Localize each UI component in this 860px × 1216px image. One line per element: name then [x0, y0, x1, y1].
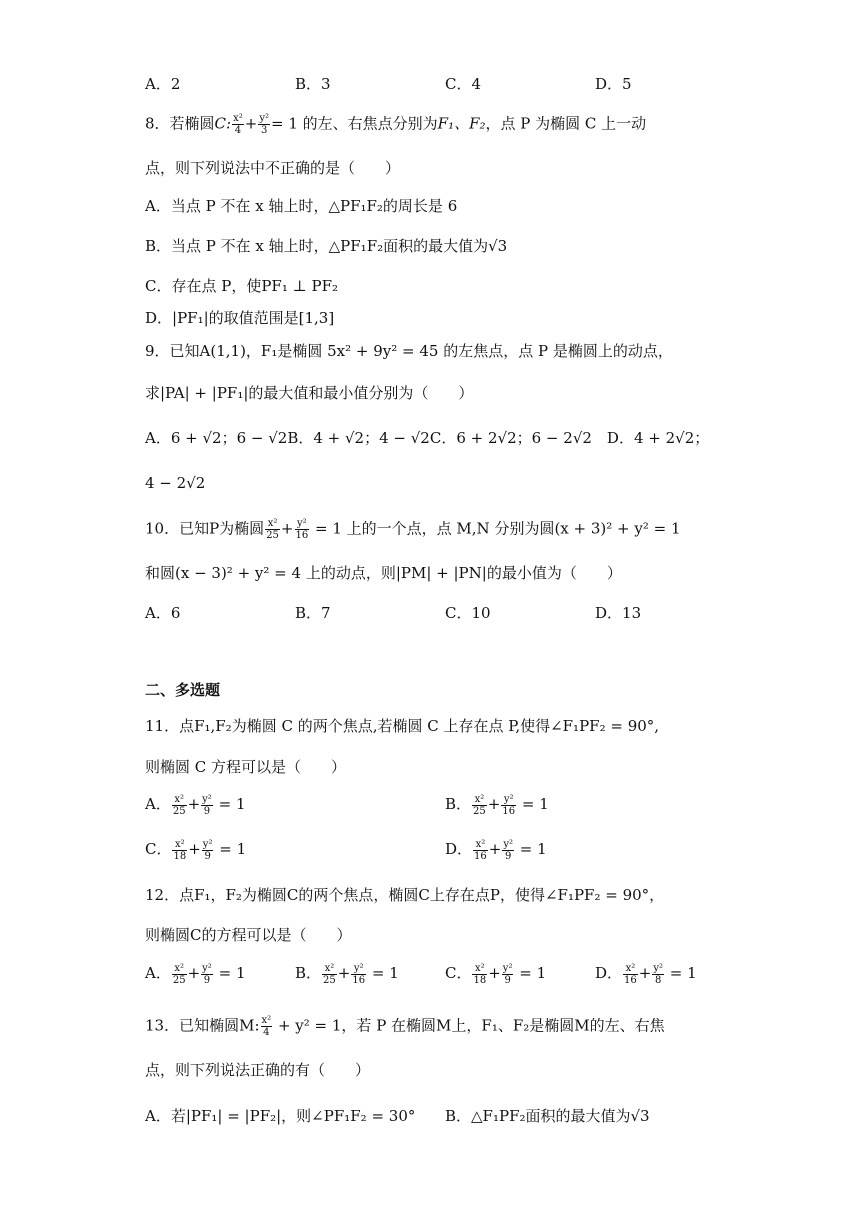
fraction: $\frac{\text{y²}}{3}$ — [259, 113, 269, 136]
fraction: $\frac{\text{y²}}{16}$ — [295, 518, 309, 541]
q8-stem-line2: 点，则下列说法中不正确的是（ ） — [145, 159, 401, 177]
q7-option-c: C．4 — [445, 75, 482, 93]
q9-options: A．6 + √2；6 − √2B．4 + √2；4 − √2C．6 + 2√2；6 − 2√2 D．4 + 2√2； — [145, 429, 710, 447]
q7-option-d: D．5 — [595, 75, 632, 93]
q9-stem-line1: 9．已知A(1,1)，F₁是椭圆 5x² + 9y² = 45 的左焦点，点 P 是椭圆上的动点， — [145, 342, 673, 360]
q12-option-d: D． $\frac{\text{x²}}{16}$ + $\frac{\text{y²}}{8}$ = 1 — [595, 962, 697, 986]
fraction: $\frac{\text{x²}}{25}$ — [266, 518, 279, 541]
q8-option-c: C．存在点 P，使PF₁ ⊥ PF₂ — [145, 277, 339, 295]
q10-option-d: D．13 — [595, 604, 642, 622]
fraction: $\frac{\text{x²}}{4}$ — [233, 113, 243, 136]
q10-stem-line2: 和圆(x − 3)² + y² = 4 上的动点，则|PM| + |PN|的最小值为（ ） — [145, 564, 622, 582]
q9-stem-line2: 求|PA| + |PF₁|的最大值和最小值分别为（ ） — [145, 384, 474, 402]
q8-option-b: B．当点 P 不在 x 轴上时，△PF₁F₂面积的最大值为√3 — [145, 237, 508, 255]
q12-option-a: A． $\frac{\text{x²}}{25}$ + $\frac{\text{y²}}{9}$ = 1 — [145, 962, 246, 986]
section-heading: 二、多选题 — [145, 681, 221, 699]
q10-stem-line1: 10．已知P为椭圆 $\frac{\text{x²}}{25}$ + $\frac{\text{y²}}{16}$ = 1 上的一个点，点 M,N 分别为圆(x + 3)² + y² = 1 — [145, 518, 681, 541]
q12-stem-line1: 12．点F₁，F₂为椭圆C的两个焦点，椭圆C上存在点P，使得∠F₁PF₂ = 90°， — [145, 886, 665, 904]
q11-option-a: A． $\frac{\text{x²}}{25}$ + $\frac{\text{y²}}{9}$ = 1 — [145, 793, 246, 817]
q12-option-b: B． $\frac{\text{x²}}{25}$ + $\frac{\text{y²}}{16}$ = 1 — [295, 962, 399, 986]
q12-stem-line2: 则椭圆C的方程可以是（ ） — [145, 926, 352, 944]
q8-option-a: A．当点 P 不在 x 轴上时，△PF₁F₂的周长是 6 — [145, 197, 458, 215]
q10-option-c: C．10 — [445, 604, 491, 622]
q11-stem-line2: 则椭圆 C 方程可以是（ ） — [145, 758, 347, 776]
q7-option-b: B．3 — [295, 75, 331, 93]
fraction: $\frac{\text{x²}}{4}$ — [261, 1015, 272, 1038]
q10-option-a: A．6 — [145, 604, 181, 622]
q12-option-c: C． $\frac{\text{x²}}{18}$ + $\frac{\text{y²}}{9}$ = 1 — [445, 962, 547, 986]
q13-option-a: A．若|PF₁| = |PF₂|，则∠PF₁F₂ = 30° — [145, 1107, 416, 1125]
q8-option-d: D．|PF₁|的取值范围是[1,3] — [145, 309, 335, 327]
q11-option-b: B． $\frac{\text{x²}}{25}$ + $\frac{\text{y²}}{16}$ = 1 — [445, 793, 549, 817]
q11-option-c: C． $\frac{\text{x²}}{18}$ + $\frac{\text{y²}}{9}$ = 1 — [145, 838, 247, 862]
q9-options-cont: 4 − 2√2 — [145, 474, 206, 492]
q7-option-a: A．2 — [145, 75, 181, 93]
q11-option-d: D． $\frac{\text{x²}}{16}$ + $\frac{\text{y²}}{9}$ = 1 — [445, 838, 547, 862]
q13-option-b: B．△F₁PF₂面积的最大值为√3 — [445, 1107, 650, 1125]
q10-option-b: B．7 — [295, 604, 331, 622]
q11-stem-line1: 11．点F₁,F₂为椭圆 C 的两个焦点,若椭圆 C 上存在点 P,使得∠F₁PF₂ = 90°, — [145, 717, 660, 735]
q13-stem-line1: 13．已知椭圆M: $\frac{\text{x²}}{4}$ + y² = 1，若 P 在椭圆M上，F₁、F₂是椭圆M的左、右焦 — [145, 1015, 665, 1038]
q13-stem-line2: 点，则下列说法正确的有（ ） — [145, 1061, 371, 1079]
q8-stem-line1: 8．若椭圆C: $\frac{\text{x²}}{4}$ + $\frac{\text{y²}}{3}$ = 1 的左、右焦点分别为F₁、F₂，点 P 为椭圆 C 上一动 — [145, 113, 647, 136]
